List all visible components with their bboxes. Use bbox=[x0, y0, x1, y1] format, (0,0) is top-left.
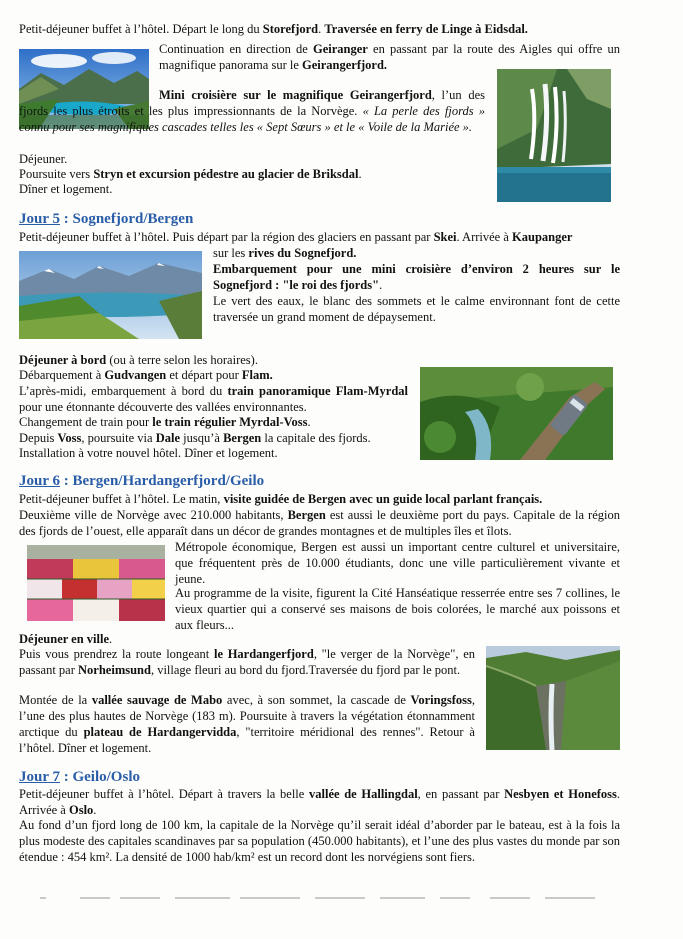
bergen-flower-market-photo bbox=[27, 545, 165, 621]
day5-gudvangen: Débarquement à Gudvangen et départ pour Flam. bbox=[19, 368, 273, 382]
day7-paragraph-1: Petit-déjeuner buffet à l’hôtel. Départ à travers la belle vallée de Hallingdal, en passant par Nesbyen et Honefoss. Arrivée à Oslo. bbox=[19, 787, 621, 817]
intro-mini-cruise: Mini croisière sur le magnifique Geirangerfjord, l’un des fjords les plus étroits et les plus impressionnants de la Norvège. « La perle des fjords » connu pour ses magnifiques cascades telles les « Sept Sœurs » et le « Voile de la Mariée ». bbox=[19, 88, 485, 134]
day5-voss-bergen: Depuis Voss, poursuite via Dale jusqu’à Bergen la capitale des fjords. bbox=[19, 431, 371, 445]
page-footer-faded bbox=[40, 888, 600, 894]
day6-paragraph-1: Petit-déjeuner buffet à l’hôtel. Le matin, visite guidée de Bergen avec un guide local parlant français. bbox=[19, 492, 543, 506]
day6-programme: Au programme de la visite, figurent la Cité Hanséatique resserrée entre ses 7 collines, le vieux quartier qui a conservé ses maisons de bois colorées, le marché aux poissons et aux fleurs... bbox=[175, 586, 620, 632]
day5-hotel: Installation à votre nouvel hôtel. Dîner et logement. bbox=[19, 446, 278, 460]
day5-heading: Jour 5 : Sognefjord/Bergen bbox=[19, 211, 194, 227]
day6-bergen-intro: Deuxième ville de Norvège avec 210.000 habitants, Bergen est aussi le deuxième port du pays. Capitale de la région des fjords de l’ouest, elle apparaît dans un décor de grandes montagnes et de multiples îles et îlots. bbox=[19, 508, 620, 538]
day5-sognefjord-shore: sur les rives du Sognefjord. bbox=[213, 246, 357, 260]
sognefjord-photo bbox=[19, 251, 202, 339]
day7-oslo: Au fond d’un fjord long de 100 km, la capitale de la Norvège qu’il serait idéal d’aborder par le bateau, est à la fois la plus modeste des capitales scandinaves par sa population (450.000 habitants), et l’une des plus vastes du monde par son étendue : 454 km². La densité de 1000 hab/km² est un record dont les norvégiens sont fiers. bbox=[19, 818, 620, 864]
day6-lunch: Déjeuner en ville. bbox=[19, 632, 113, 646]
intro-line-1: Petit-déjeuner buffet à l’hôtel. Départ le long du Storefjord. Traversée en ferry de Linge à Eidsdal. bbox=[19, 22, 528, 36]
day5-lunch: Déjeuner à bord (ou à terre selon les horaires). bbox=[19, 353, 258, 367]
day5-myrdal-voss: Changement de train pour le train régulier Myrdal-Voss. bbox=[19, 415, 311, 429]
day5-paragraph-1: Petit-déjeuner buffet à l’hôtel. Puis départ par la région des glaciers en passant par Skei. Arrivée à Kaupanger bbox=[19, 230, 573, 244]
day6-mabo-valley: Montée de la vallée sauvage de Mabo avec, à son sommet, la cascade de Voringsfoss, l’une des plus hautes de Norvège (183 m). Poursuite à travers la végétation étonnamment arctique du plateau de Hardangervidda, "territoire méridional des rennes". Retour à l’hôtel. Dîner et logement. bbox=[19, 693, 475, 755]
voringsfoss-valley-photo bbox=[486, 646, 620, 750]
intro-lunch: Déjeuner. bbox=[19, 152, 68, 166]
seven-sisters-waterfall-photo bbox=[497, 69, 611, 202]
flam-railway-photo bbox=[420, 367, 613, 460]
day5-cruise: Embarquement pour une mini croisière d’environ 2 heures sur le Sognefjord : "le roi des fjords". bbox=[213, 262, 620, 292]
intro-stryn: Poursuite vers Stryn et excursion pédestre au glacier de Briksdal. bbox=[19, 167, 362, 181]
day7-heading: Jour 7 : Geilo/Oslo bbox=[19, 769, 140, 785]
intro-dinner: Dîner et logement. bbox=[19, 182, 113, 196]
day6-metropole: Métropole économique, Bergen est aussi un important centre culturel et universitaire, que fréquentent près de 10.000 étudiants, donc une ville particulièrement vivante et jeune. bbox=[175, 540, 620, 586]
day6-heading: Jour 6 : Bergen/Hardangerfjord/Geilo bbox=[19, 473, 265, 489]
day5-flam-train: L’après-midi, embarquement à bord du train panoramique Flam-Myrdal pour une étonnante découverte des vallées environnantes. bbox=[19, 384, 408, 414]
intro-geiranger-route: Continuation en direction de Geiranger en passant par la route des Aigles qui offre un magnifique panorama sur le Geirangerfjord. bbox=[159, 42, 620, 72]
day6-hardangerfjord: Puis vous prendrez la route longeant le Hardangerfjord, "le verger de la Norvège", en passant par Norheimsund, village fleuri au bord du fjord.Traversée du fjord par le pont. bbox=[19, 647, 475, 677]
day5-scenery: Le vert des eaux, le blanc des sommets et le calme environnant font de cette traversée un grand moment de dépaysement. bbox=[213, 294, 620, 324]
